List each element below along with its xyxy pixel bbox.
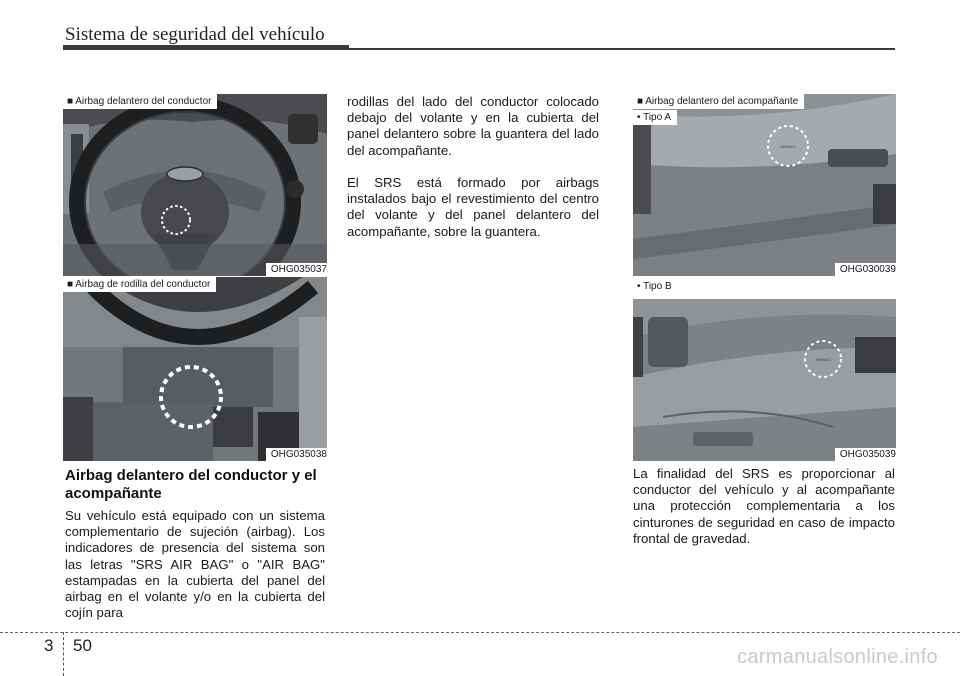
svg-text:AIRBAG: AIRBAG xyxy=(815,357,831,362)
figure-label: ■ Airbag de rodilla del conductor xyxy=(63,277,216,292)
dashboard-photo-type-b xyxy=(633,277,896,461)
watermark: carmanualsonline.info xyxy=(737,646,938,668)
figure-driver-airbag xyxy=(63,94,327,276)
figure-sublabel: • Tipo A xyxy=(633,110,677,125)
section-number: 3 xyxy=(44,636,54,655)
figure-label: ■ Airbag delantero del acompañante xyxy=(633,94,804,109)
chapter-title: Sistema de seguridad del vehículo xyxy=(65,24,325,45)
body-paragraph: La finalidad del SRS es proporcionar al conductor del vehículo y al acompañante una protección complementaria a los cinturones de seguridad en caso de impacto frontal de gravedad. xyxy=(633,466,895,546)
knee-airbag-photo xyxy=(63,277,327,461)
figure-code: OHG035039 xyxy=(835,448,896,461)
body-paragraph: rodillas del lado del conductor colocado debajo del volante y en la cubierta del panel delantero sobre la guantera del lado del acompañante. xyxy=(347,94,599,158)
footer-rule xyxy=(0,632,960,633)
svg-text:AIRBAG: AIRBAG xyxy=(780,144,796,149)
steering-wheel-photo xyxy=(63,94,327,276)
header-rule-thin xyxy=(349,48,895,50)
figure-passenger-airbag-type-b xyxy=(633,277,896,461)
page-number: 50 xyxy=(73,636,92,655)
figure-code: OHG035038 xyxy=(266,448,327,461)
body-paragraph: Su vehículo está equipado con un sistema complementario de sujeción (airbag). Los indicadores de presencia del sistema son las letras "SRS AIR BAG" o "AIR BAG" estampadas en la cubierta del panel del airbag en el volante y/o en la cubierta del cojín para xyxy=(65,508,325,621)
figure-knee-airbag xyxy=(63,277,327,461)
page-number-divider xyxy=(63,632,64,676)
figure-label: ■ Airbag delantero del conductor xyxy=(63,94,217,109)
figure-sublabel: • Tipo B xyxy=(633,279,678,294)
section-heading: Airbag delantero del conductor y el acompañante xyxy=(65,467,317,502)
figure-code: OHG035037 xyxy=(266,263,327,276)
body-paragraph: El SRS está formado por airbags instalados bajo el revestimiento del centro del volante y del panel delantero del acompañante, sobre la guantera. xyxy=(347,175,599,239)
header-rule xyxy=(63,45,349,50)
figure-passenger-airbag-type-a xyxy=(633,94,896,276)
figure-code: OHG030039 xyxy=(835,263,896,276)
